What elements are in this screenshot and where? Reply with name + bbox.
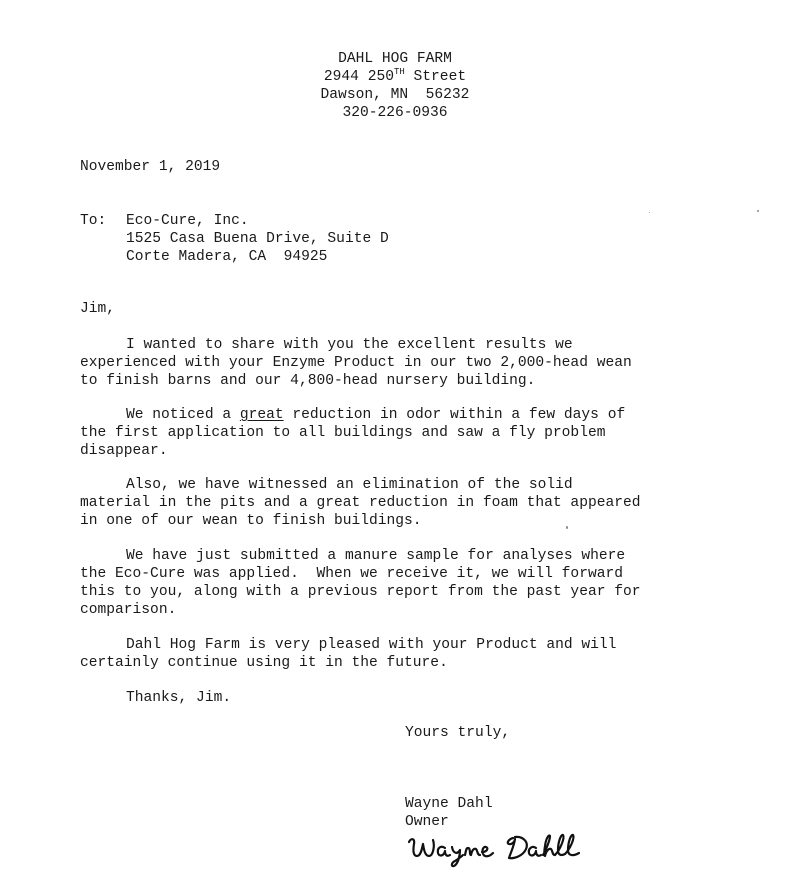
closing: Yours truly,	[405, 725, 511, 741]
p1-line3: to finish barns and our 4,800-head nursery building.	[80, 373, 536, 389]
signer-name: Wayne Dahl	[405, 796, 493, 812]
p4-line3: this to you, along with a previous report from the past year for	[80, 584, 641, 600]
recipient-label: To:	[80, 213, 107, 229]
scan-speck	[566, 526, 568, 529]
p4-line2: the Eco-Cure was applied. When we receive it, we will forward	[80, 566, 623, 582]
p3-line3: in one of our wean to finish buildings.	[80, 513, 422, 529]
street-number: 2944 250	[323, 69, 394, 85]
recipient-address1: 1525 Casa Buena Drive, Suite D	[126, 231, 389, 247]
street-name: Street	[404, 69, 467, 85]
p2-emphasis: great	[239, 407, 284, 423]
signer-title: Owner	[405, 814, 449, 830]
p5-line2: certainly continue using it in the future.	[80, 655, 448, 671]
p4-line4: comparison.	[80, 602, 177, 618]
p2-line3: disappear.	[80, 443, 168, 459]
p3-line2: material in the pits and a great reduction in foam that appeared	[80, 495, 641, 511]
letterhead-city: Dawson, MN 56232	[320, 87, 470, 103]
letterhead-name: DAHL HOG FARM	[338, 51, 452, 67]
scan-speck	[649, 212, 650, 213]
recipient-company: Eco-Cure, Inc.	[126, 213, 249, 229]
salutation: Jim,	[80, 301, 116, 317]
scan-speck	[757, 210, 759, 212]
p4-line1: We have just submitted a manure sample for analyses where	[126, 548, 626, 564]
p2-line1	[126, 406, 625, 424]
p5-line1: Dahl Hog Farm is very pleased with your Product and will	[126, 637, 617, 653]
thanks-line: Thanks, Jim.	[126, 690, 232, 706]
letter-date: November 1, 2019	[80, 159, 221, 175]
p1-line1: I wanted to share with you the excellent results we	[126, 337, 573, 353]
p2-line1-after: reduction in odor within a few days of	[283, 407, 626, 423]
p2-line2: the first application to all buildings and saw a fly problem	[80, 425, 606, 441]
street-suffix: TH	[393, 67, 405, 78]
letterhead-phone: 320-226-0936	[342, 105, 448, 121]
recipient-address2: Corte Madera, CA 94925	[126, 249, 328, 265]
handwritten-signature	[405, 828, 595, 872]
p2-line1-before: We noticed a	[126, 407, 240, 423]
p1-line2: experienced with your Enzyme Product in our two 2,000-head wean	[80, 355, 632, 371]
letterhead-street	[0, 68, 790, 86]
p3-line1: Also, we have witnessed an elimination of the solid	[126, 477, 573, 493]
